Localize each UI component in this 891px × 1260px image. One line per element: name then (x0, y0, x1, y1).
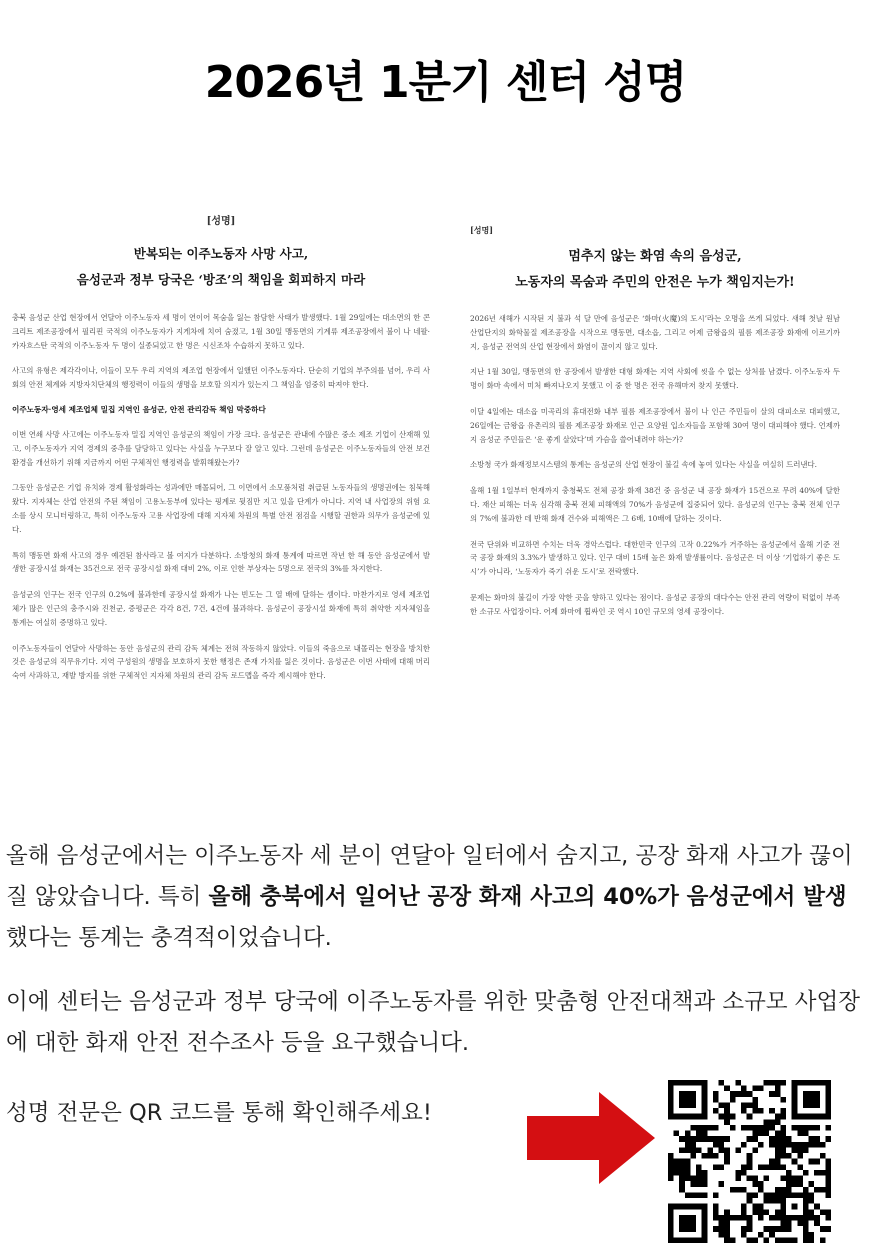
paragraph: 이번 연쇄 사망 사고에는 이주노동자 밀집 지역인 음성군의 책임이 가장 크다. 음성군은 관내에 수많은 중소 제조 기업이 산재해 있고, 이주노동자가 지역 경제의 중추를 담당하고 있다는 사실을 누구보다 잘 알고 있다. 그런데 음성군은 이주노동자들의 안전 보건 환경을 개선하기 위해 지금까지 어떤 구체적인 행정력을 발휘해왔는가? (12, 429, 430, 467)
paragraph: 특히 맹동면 화재 사고의 경우 예견된 참사라고 볼 여지가 다분하다. 소방청의 화재 통계에 따르면 작년 한 해 동안 음성군에서 발생한 공장시설 화재는 35건으로 전국 공장시설 화재 대비 2%, 이로 인한 부상자는 5명으로 전국의 3%를 차지한다. (12, 550, 430, 574)
statement-tag: [성명] (206, 216, 236, 227)
heading-line-1: 멈추지 않는 화염 속의 음성군, (568, 249, 742, 264)
heading-line-1: 반복되는 이주노동자 사망 사고, (133, 246, 309, 261)
paragraph: 이달 4일에는 대소읍 미곡리의 휴대전화 내부 필름 제조공장에서 불이 나 인근 주민들이 살의 대피소로 대피했고, 26일에는 금왕읍 유촌리의 필름 제조공장 화재로 인근 요양원 입소자들을 포함해 30여 명이 대피해야 했다. 언제까지 음성군 주민들은 ‘운 좋게 살았다’며 가슴을 쓸어내려야 하는가? (470, 406, 840, 444)
statement-heading (470, 244, 840, 296)
right-arrow-icon (527, 1092, 655, 1184)
page-title: 2026년 1분기 센터 성명 (204, 57, 687, 108)
paragraph: 소방청 국가 화재정보시스템의 통계는 음성군의 산업 현장이 불길 속에 놓여 있다는 사실을 여실히 드러낸다. (470, 460, 818, 470)
statement-heading (12, 241, 430, 293)
paragraph: 올해 1월 1일부터 현재까지 충청북도 전체 공장 화재 38건 중 음성군 내 공장 화재가 15건으로 무려 40%에 달한다. 재산 피해는 더욱 심각해 충북 전체 피해액의 70%가 음성군에 집중되어 있다. 음성군의 인구는 충북 전체 인구의 7%에 불과한 데 반해 화재 건수와 피해액은 그 6배, 10배에 달하는 것이다. (470, 486, 840, 523)
paragraph: 이주노동자들이 연달아 사망하는 동안 음성군의 관리 감독 체계는 전혀 작동하지 않았다. 이들의 죽음으로 내몰리는 현장을 방치한 것은 음성군의 직무유기다. 지역 구성원의 생명을 보호하지 못한 행정은 존재 가치를 잃은 것이다. 음성군은 이번 사태에 대해 머리 숙여 사과하고, 재발 방지를 위한 구체적인 지자체 차원의 관리 감독 로드맵을 즉각 제시해야 한다. (12, 643, 430, 681)
paragraph: 지난 1월 30일, 맹동면의 한 공장에서 발생한 대형 화재는 지역 사회에 씻을 수 없는 상처를 남겼다. 이주노동자 두 명이 화마 속에서 미처 빠져나오지 못했고 이 중 한 명은 전국 유해마저 찾지 못했다. (470, 367, 840, 391)
summary-paragraph-1 (6, 836, 866, 959)
heading-line-2: 음성군과 정부 당국은 ‘방조’의 책임을 회피하지 마라 (76, 272, 366, 287)
summary-text: 올해 음성군에서는 이주노동자 세 분이 연달아 일터에서 숨지고, 공장 화재 사고가 끊이질 않았습니다. 특히 (6, 843, 853, 910)
paragraph: 충북 음성군 산업 현장에서 연달아 이주노동자 세 명이 연이어 목숨을 잃는 참담한 사태가 발생했다. 1월 29일에는 대소면의 한 콘크리트 제조공장에서 필리핀 국적의 이주노동자가 지게차에 치여 숨졌고, 1월 30일 맹동면의 기계류 제조공장에서 불이 나 네팔·카자흐스탄 국적의 이주노동자 두 명이 실종되었고 한 명은 시신조차 수습하지 못하고 있다. (12, 313, 430, 350)
summary-emphasis: 올해 충북에서 일어난 공장 화재 사고의 40%가 음성군에서 발생 (208, 884, 847, 910)
qr-code-icon[interactable] (668, 1080, 831, 1243)
paragraph: 사고의 유형은 제각각이나, 이들이 모두 우리 지역의 제조업 현장에서 일했던 이주노동자다. 단순히 기업의 부주의를 넘어, 우리 사회의 안전 체계와 지방자치단체의 행정력이 이들의 생명을 보호할 의지가 있는지 그 책임을 엄중히 따져야 한다. (12, 366, 430, 390)
summary-paragraph-2: 이에 센터는 음성군과 정부 당국에 이주노동자를 위한 맞춤형 안전대책과 소규모 사업장에 대한 화재 안전 전수조사 등을 요구했습니다. (6, 989, 860, 1056)
statement-tag: [성명] (470, 225, 494, 235)
heading-line-2: 노동자의 목숨과 주민의 안전은 누가 책임지는가! (515, 275, 795, 290)
statement-document-right (470, 225, 840, 765)
qr-instruction: 성명 전문은 QR 코드를 통해 확인해주세요! (6, 1100, 432, 1126)
statement-document-left (12, 212, 430, 772)
paragraph: 음성군의 인구는 전국 인구의 0.2%에 불과한데 공장시설 화재가 나는 빈도는 그 열 배에 달하는 셈이다. 마찬가지로 영세 제조업체가 많은 인근의 충주시와 진천군, 증평군은 각각 8건, 7건, 4건에 불과하다. 음성군이 공장시설 화재에 특히 취약한 지자체임을 통계는 여실히 증명하고 있다. (12, 590, 430, 627)
summary-text: 했다는 통계는 충격적이었습니다. (6, 925, 332, 951)
paragraph: 그동안 음성군은 기업 유치와 경제 활성화라는 성과에만 매몰되어, 그 이면에서 소모품처럼 취급된 노동자들의 생명권에는 침묵해왔다. 지자체는 산업 안전의 주된 책임이 고용노동부에 있다는 핑계로 뒷짐만 지고 있을 단계가 아니다. 지역 내 사업장의 위험 요소를 상시 모니터링하고, 특히 이주노동자 고용 사업장에 대해 지자체 차원의 특별 안전 점검을 시행할 권한과 의무가 음성군에 있다. (12, 483, 430, 534)
paragraph: 2026년 새해가 시작된 지 불과 석 달 만에 음성군은 ‘화마(火魔)의 도시’라는 오명을 쓰게 되었다. 새해 첫날 원남 산업단지의 화학물질 제조공장을 시작으로 맹동면, 대소읍, 그리고 어제 금왕읍의 필름 제조공장 화재에 이르기까지, 음성군 전역의 산업 현장에서 화염이 끊이지 않고 있다. (470, 314, 840, 351)
paragraph: 문제는 화마의 불길이 가장 약한 곳을 향하고 있다는 점이다. 음성군 공장의 대다수는 안전 관리 역량이 턱없이 부족한 소규모 사업장이다. 어제 화마에 휩싸인 곳 역시 10인 규모의 영세 공장이다. (470, 592, 840, 616)
subheading: 이주노동자·영세 제조업체 밀집 지역인 음성군, 안전 관리감독 책임 막중하다 (12, 404, 266, 414)
paragraph: 전국 단위와 비교하면 수치는 더욱 경악스럽다. 대한민국 인구의 고작 0.22%가 거주하는 음성군에서 올해 기준 전국 공장 화재의 3.3%가 발생하고 있다. 인구 대비 15배 높은 화재 발생률이다. 음성군은 더 이상 ‘기업하기 좋은 도시’가 아니라, ‘노동자가 죽기 쉬운 도시’로 전락했다. (470, 539, 840, 577)
